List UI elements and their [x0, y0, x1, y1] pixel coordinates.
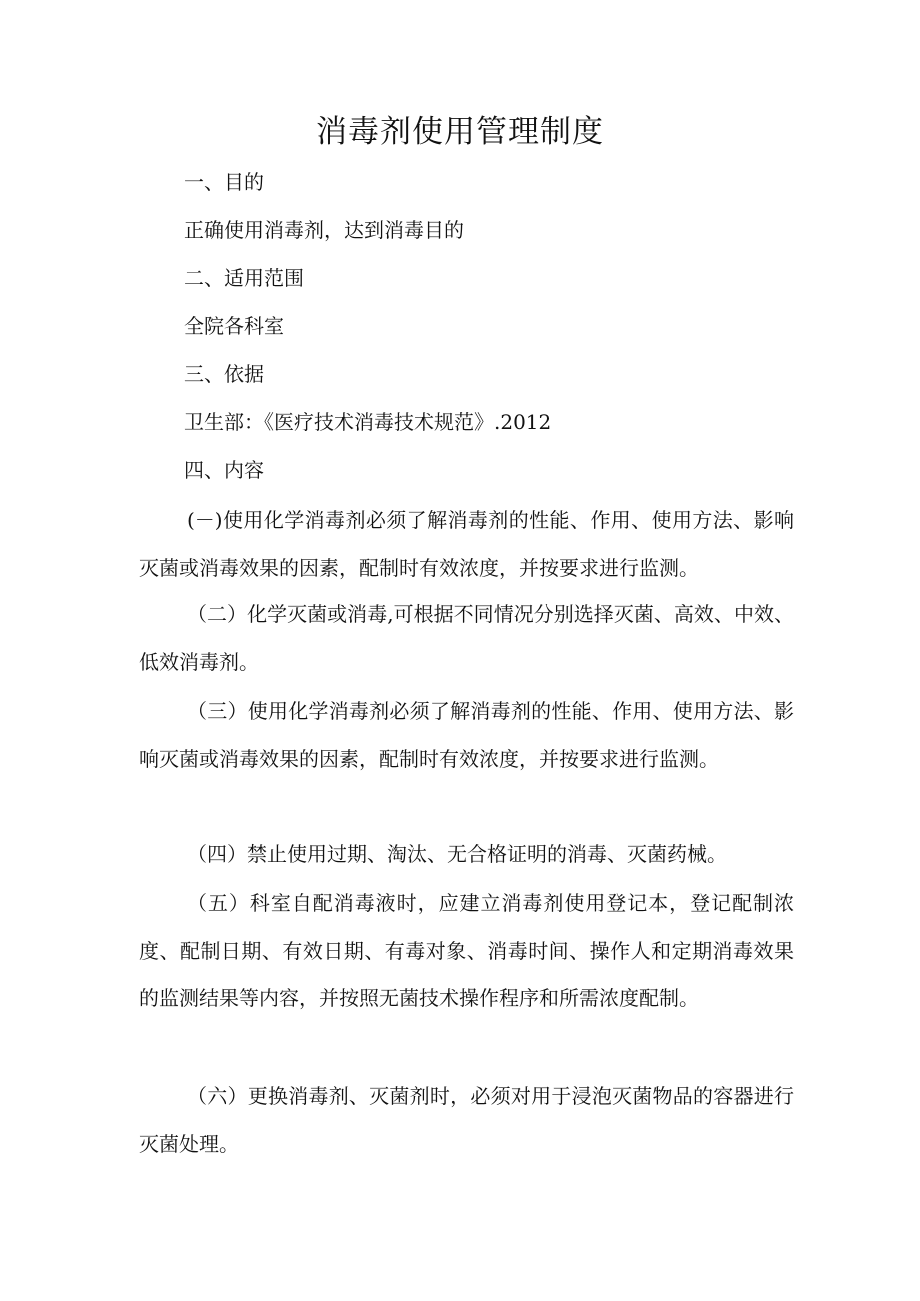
content-item-6: （六）更换消毒剂、灭菌剂时，必须对用于浸泡灭菌物品的容器进行灭菌处理。 [139, 1084, 794, 1156]
section-body-purpose: 正确使用消毒剂，达到消毒目的 [184, 218, 464, 242]
content-item-2: （二）化学灭菌或消毒,可根据不同情况分别选择灭菌、高效、中效、低效消毒剂。 [139, 602, 794, 674]
content-item-3: （三）使用化学消毒剂必须了解消毒剂的性能、作用、使用方法、影响灭菌或消毒效果的因素，配制时有效浓度，并按要求进行监测。 [139, 699, 794, 771]
section-body-scope: 全院各科室 [184, 314, 284, 338]
content-item-5: （五）科室自配消毒液时，应建立消毒剂使用登记本，登记配制浓度、配制日期、有效日期、有毒对象、消毒时间、操作人和定期消毒效果的监测结果等内容，并按照无菌技术操作程序和所需浓度配制。 [139, 891, 794, 1010]
section-heading-scope: 二、适用范围 [184, 266, 304, 290]
page-title: 消毒剂使用管理制度 [316, 114, 604, 150]
section-body-basis: 卫生部：《医疗技术消毒技术规范》.2012 [184, 410, 552, 434]
section-heading-content: 四、内容 [184, 458, 264, 482]
content-item-4: （四）禁止使用过期、淘汰、无合格证明的消毒、灭菌药械。 [187, 842, 727, 866]
section-heading-basis: 三、依据 [184, 362, 264, 386]
content-item-1: (－)使用化学消毒剂必须了解消毒剂的性能、作用、使用方法、影响灭菌或消毒效果的因素，配制时有效浓度，并按要求进行监测。 [139, 508, 794, 580]
section-heading-purpose: 一、目的 [184, 170, 264, 194]
